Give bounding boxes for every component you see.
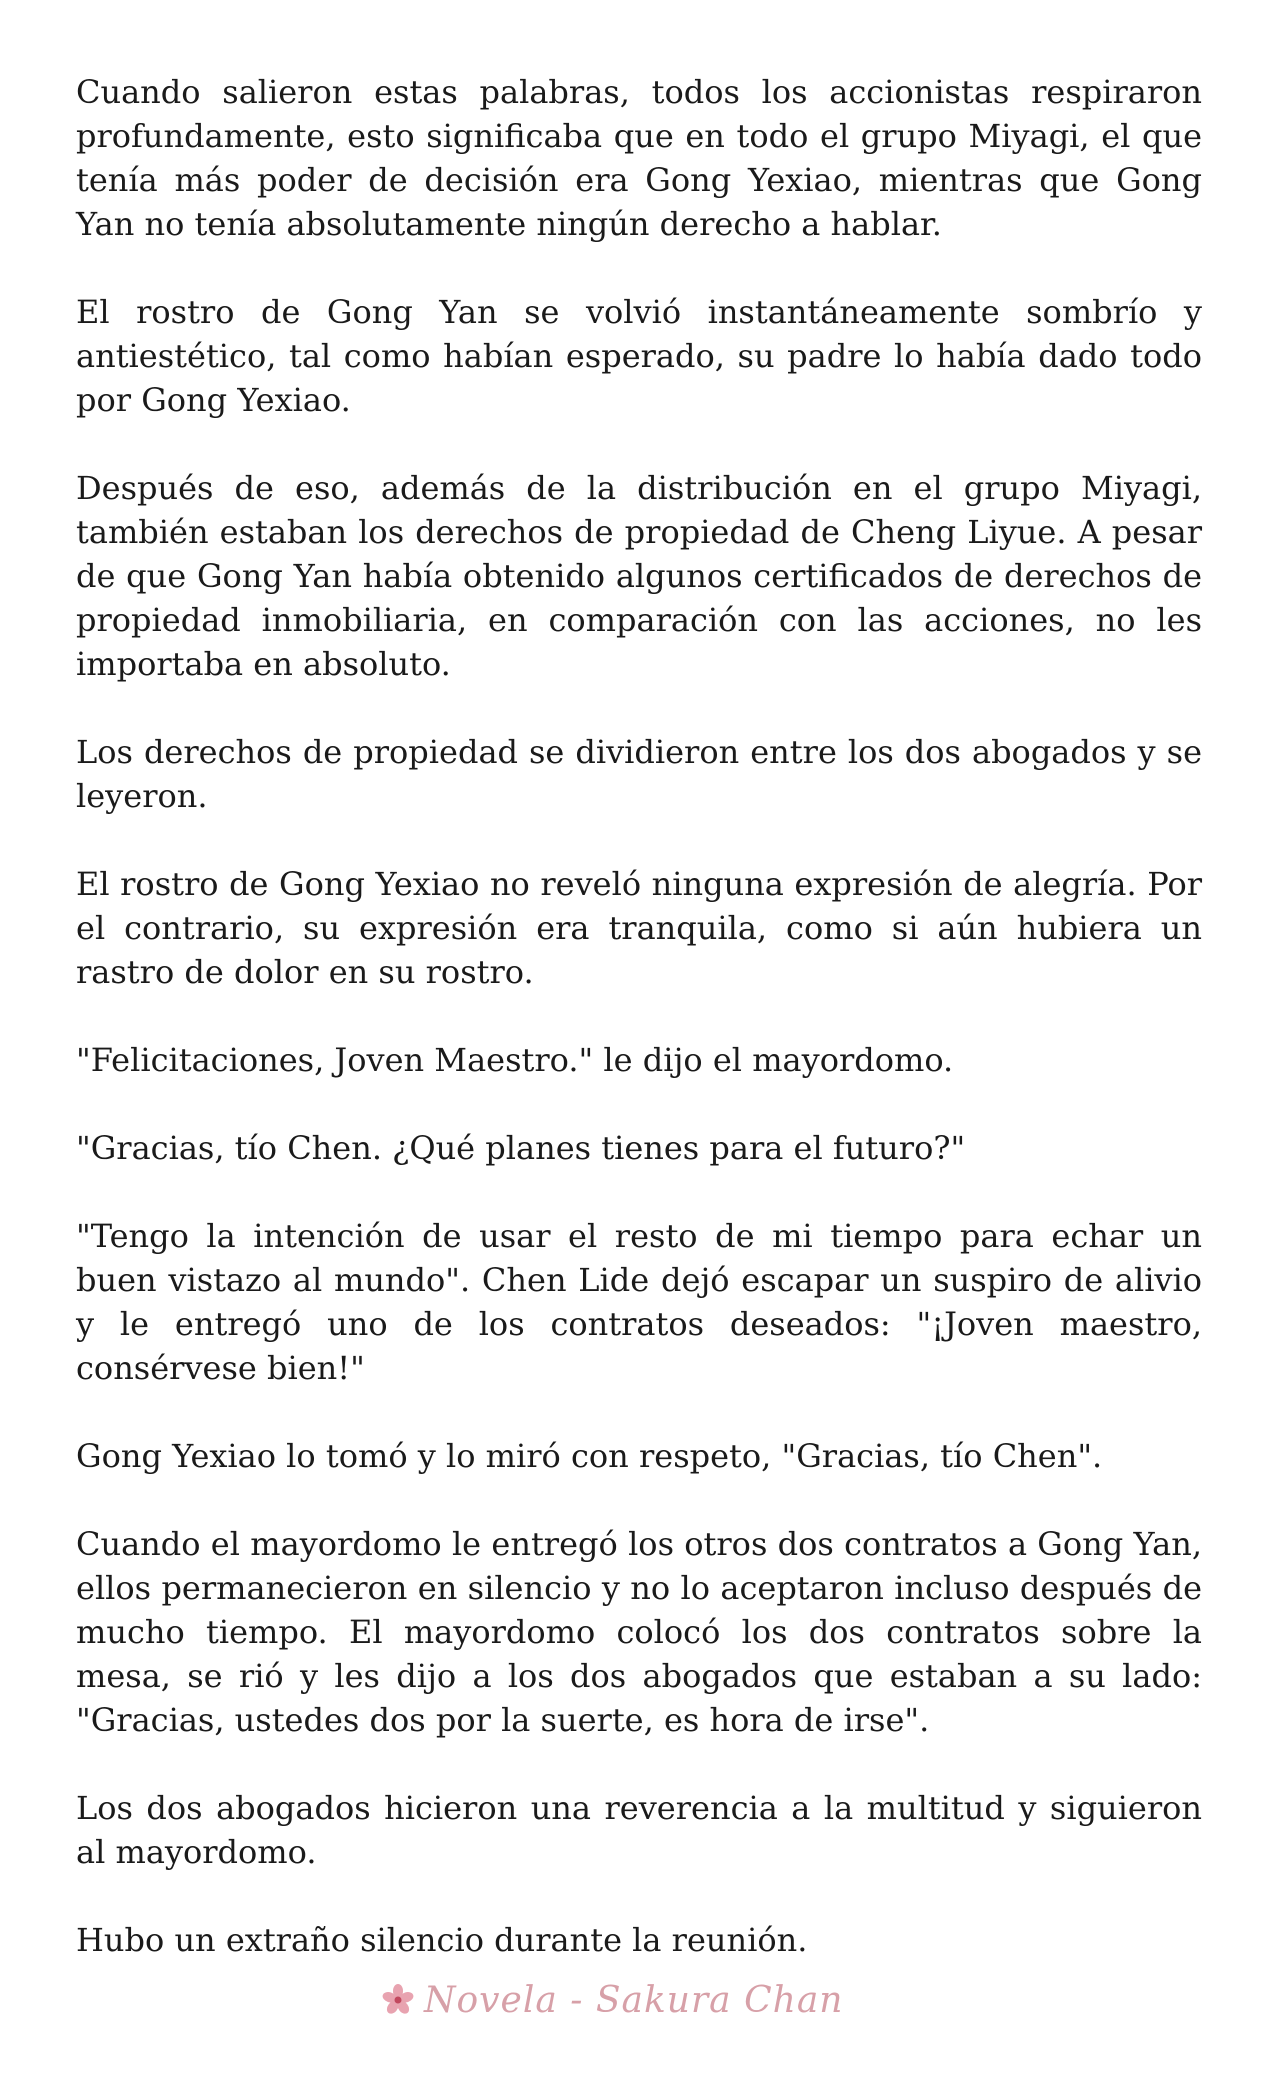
paragraph-3: Después de eso, además de la distribución en el grupo Miyagi, también estaban los derechos de propiedad de Cheng Liyue. A pesar de que Gong Yan había obtenido algunos certificados de derechos de propiedad inmobiliaria, en comparación con las acciones, no les importaba en absoluto. bbox=[76, 469, 1202, 683]
paragraph-5: El rostro de Gong Yexiao no reveló ninguna expresión de alegría. Por el contrario, su expresión era tranquila, como si aún hubiera un rastro de dolor en su rostro. bbox=[76, 865, 1202, 991]
sakura-flower-icon bbox=[380, 1982, 416, 2018]
paragraph-7: "Gracias, tío Chen. ¿Qué planes tienes para el futuro?" bbox=[76, 1129, 966, 1167]
paragraph-9: Gong Yexiao lo tomó y lo miró con respeto, "Gracias, tío Chen". bbox=[76, 1437, 1103, 1475]
paragraph-8: "Tengo la intención de usar el resto de mi tiempo para echar un buen vistazo al mundo". Chen Lide dejó escapar un suspiro de alivio y le entregó uno de los contratos deseados: "¡Joven maestro, consérvese bien!" bbox=[76, 1217, 1202, 1387]
paragraph-12: Hubo un extraño silencio durante la reunión. bbox=[76, 1921, 808, 1959]
document-body bbox=[76, 70, 1202, 2006]
paragraph-10: Cuando el mayordomo le entregó los otros dos contratos a Gong Yan, ellos permanecieron en silencio y no lo aceptaron incluso después de mucho tiempo. El mayordomo colocó los dos contratos sobre la mesa, se rió y les dijo a los dos abogados que estaban a su lado: "Gracias, ustedes dos por la suerte, es hora de irse". bbox=[76, 1525, 1202, 1739]
paragraph-2: El rostro de Gong Yan se volvió instantáneamente sombrío y antiestético, tal como habían esperado, su padre lo había dado todo por Gong Yexiao. bbox=[76, 293, 1202, 419]
paragraph-1: Cuando salieron estas palabras, todos los accionistas respiraron profundamente, esto significaba que en todo el grupo Miyagi, el que tenía más poder de decisión era Gong Yexiao, mientras que Gong Yan no tenía absolutamente ningún derecho a hablar. bbox=[76, 73, 1202, 243]
watermark-text: Novela - Sakura Chan bbox=[424, 1979, 844, 2021]
watermark bbox=[380, 1975, 843, 2025]
paragraph-4: Los derechos de propiedad se dividieron entre los dos abogados y se leyeron. bbox=[76, 733, 1202, 815]
paragraph-6: "Felicitaciones, Joven Maestro." le dijo el mayordomo. bbox=[76, 1041, 954, 1079]
paragraph-11: Los dos abogados hicieron una reverencia a la multitud y siguieron al mayordomo. bbox=[76, 1789, 1202, 1871]
